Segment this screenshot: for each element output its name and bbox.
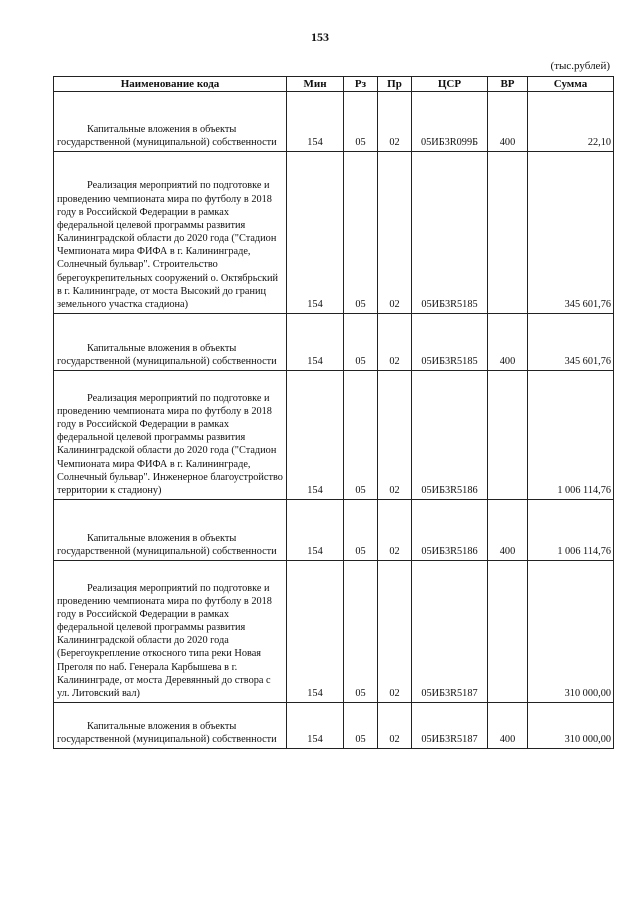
page-number: 153 (311, 30, 329, 44)
row-sum: 310 000,00 (528, 703, 614, 749)
row-vr: 400 (488, 314, 528, 371)
header-sum: Сумма (528, 77, 614, 92)
table-header-row (54, 77, 614, 92)
table-row (54, 500, 614, 561)
header-pr: Пр (378, 77, 412, 92)
row-csr: 05ИБ3R5185 (412, 152, 488, 314)
row-name: Капитальные вложения в объекты государственной (муниципальной) собственности (57, 342, 277, 367)
row-vr: 400 (488, 703, 528, 749)
row-name-cell (54, 371, 287, 500)
row-min: 154 (287, 703, 344, 749)
row-rz: 05 (344, 703, 378, 749)
row-name-cell (54, 92, 287, 152)
table-row (54, 703, 614, 749)
row-rz: 05 (344, 314, 378, 371)
table-row (54, 314, 614, 371)
row-name: Реализация мероприятий по подготовке и проведению чемпионата мира по футболу в 2018 году в Российской Федерации в рамках федеральной целевой программы развития Калининградской области до 2020 года ("Стадион Чемпионата мира ФИФА в г. Калининграде, Солнечный бульвар". Строительство берегоукрепительных сооружений о. Октябрьский в г. Калининграде, от моста Высокий до границ земельного участка стадиона) (57, 180, 278, 310)
row-pr: 02 (378, 703, 412, 749)
table-row (54, 371, 614, 500)
row-rz: 05 (344, 152, 378, 314)
row-vr: 400 (488, 92, 528, 152)
row-rz: 05 (344, 500, 378, 561)
row-sum: 22,10 (528, 92, 614, 152)
row-csr: 05ИБ3R099Б (412, 92, 488, 152)
table-row (54, 152, 614, 314)
header-vr: ВР (488, 77, 528, 92)
row-name-cell (54, 314, 287, 371)
row-pr: 02 (378, 500, 412, 561)
row-rz: 05 (344, 371, 378, 500)
row-pr: 02 (378, 152, 412, 314)
units-label: (тыс.рублей) (550, 60, 610, 72)
row-vr: 400 (488, 500, 528, 561)
row-name: Капитальные вложения в объекты государственной (муниципальной) собственности (57, 720, 277, 745)
row-name-cell (54, 500, 287, 561)
row-sum: 1 006 114,76 (528, 500, 614, 561)
row-sum: 345 601,76 (528, 152, 614, 314)
header-name: Наименование кода (54, 77, 287, 92)
table-row (54, 561, 614, 703)
row-name-cell (54, 703, 287, 749)
row-min: 154 (287, 371, 344, 500)
budget-table (53, 76, 614, 749)
row-sum: 310 000,00 (528, 561, 614, 703)
row-name: Капитальные вложения в объекты государственной (муниципальной) собственности (57, 532, 277, 557)
row-csr: 05ИБ3R5186 (412, 500, 488, 561)
row-csr: 05ИБ3R5186 (412, 371, 488, 500)
row-rz: 05 (344, 561, 378, 703)
row-name: Капитальные вложения в объекты государственной (муниципальной) собственности (57, 123, 277, 148)
row-min: 154 (287, 152, 344, 314)
row-sum: 345 601,76 (528, 314, 614, 371)
row-csr: 05ИБ3R5187 (412, 561, 488, 703)
row-pr: 02 (378, 314, 412, 371)
row-sum: 1 006 114,76 (528, 371, 614, 500)
row-min: 154 (287, 92, 344, 152)
row-vr (488, 152, 528, 314)
row-name-cell (54, 152, 287, 314)
table-row (54, 92, 614, 152)
row-pr: 02 (378, 92, 412, 152)
row-min: 154 (287, 314, 344, 371)
row-csr: 05ИБ3R5187 (412, 703, 488, 749)
header-rz: Рз (344, 77, 378, 92)
row-pr: 02 (378, 371, 412, 500)
row-min: 154 (287, 500, 344, 561)
row-name: Реализация мероприятий по подготовке и проведению чемпионата мира по футболу в 2018 году в Российской Федерации в рамках федеральной целевой программы развития Калининградской области до 2020 года (Берегоукрепление откосного типа реки Новая Преголя по наб. Генерала Карбышева в г. Калининграде, от моста Деревянный до створа с ул. Литовский вал) (57, 582, 272, 699)
row-name: Реализация мероприятий по подготовке и проведению чемпионата мира по футболу в 2018 году в Российской Федерации в рамках федеральной целевой программы развития Калининградской области до 2020 года ("Стадион Чемпионата мира ФИФА в г. Калининграде, Солнечный бульвар". Инженерное благоустройство территории к стадиону) (57, 392, 283, 496)
row-rz: 05 (344, 92, 378, 152)
row-pr: 02 (378, 561, 412, 703)
header-csr: ЦСР (412, 77, 488, 92)
row-name-cell (54, 561, 287, 703)
header-min: Мин (287, 77, 344, 92)
row-vr (488, 561, 528, 703)
row-min: 154 (287, 561, 344, 703)
row-vr (488, 371, 528, 500)
row-csr: 05ИБ3R5185 (412, 314, 488, 371)
